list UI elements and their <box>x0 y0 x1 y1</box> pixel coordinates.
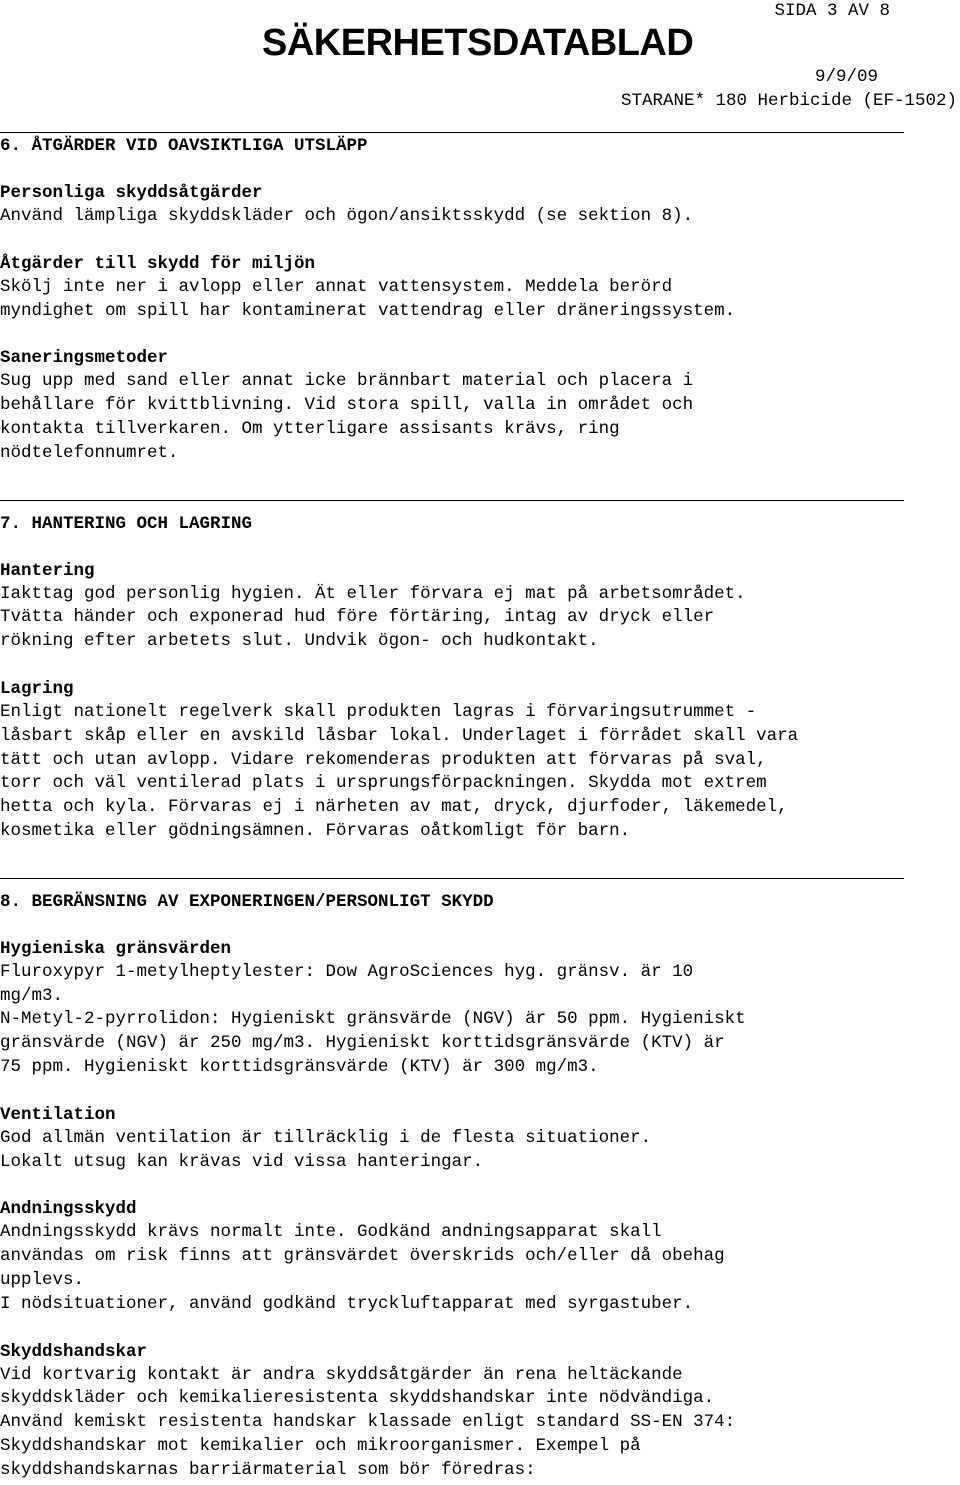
text-line: N-Metyl-2-pyrrolidon: Hygieniskt gränsvärde (NGV) är 50 ppm. Hygieniskt <box>0 1009 746 1030</box>
text-line: Använd lämpliga skyddskläder och ögon/ansiktsskydd (se sektion 8). <box>0 206 694 226</box>
text-line: mg/m3. <box>0 985 64 1006</box>
text-line: gränsvärde (NGV) är 250 mg/m3. Hygieniskt korttidsgränsvärde (KTV) är <box>0 1033 725 1054</box>
text-line: Lokalt utsug kan krävas vid vissa hanteringar. <box>0 1151 484 1172</box>
text-line: kontakta tillverkaren. Om ytterligare assisants krävs, ring <box>0 418 620 439</box>
text-line: upplevs. <box>0 1269 85 1290</box>
text-line: behållare för kvittblivning. Vid stora spill, valla in området och <box>0 395 694 416</box>
text-line: myndighet om spill har kontaminerat vattendrag eller dräneringssystem. <box>0 300 736 321</box>
section-8 <box>0 890 960 1483</box>
text-line: Tvätta händer och exponerad hud före förtäring, intag av dryck eller <box>0 607 715 628</box>
subsection-title: Hantering <box>0 560 95 581</box>
subsection-title: Åtgärder till skydd för miljön <box>0 253 316 274</box>
subsection-title: Personliga skyddsåtgärder <box>0 183 263 203</box>
text-line: Vid kortvarig kontakt är andra skyddsåtgärder än rena heltäckande <box>0 1364 683 1385</box>
section-divider <box>0 500 904 501</box>
product-name: STARANE* 180 Herbicide (EF-1502) <box>620 91 957 111</box>
text-line: torr och väl ventilerad plats i ursprungsförpackningen. Skydda mot extrem <box>0 773 767 794</box>
section-title: 8. BEGRÄNSNING AV EXPONERINGEN/PERSONLIGT SKYDD <box>0 891 494 912</box>
section-6 <box>0 134 960 466</box>
subsection-title: Saneringsmetoder <box>0 348 169 369</box>
text-line: God allmän ventilation är tillräcklig i de flesta situationer. <box>0 1127 652 1148</box>
text-line: 75 ppm. Hygieniskt korttidsgränsvärde (KTV) är 300 mg/m3. <box>0 1056 599 1077</box>
text-line: användas om risk finns att gränsvärdet överskrids och/eller då obehag <box>0 1246 725 1267</box>
document-title: SÄKERHETSDATABLAD <box>262 22 694 64</box>
section-divider <box>0 878 904 879</box>
subsection-title: Skyddshandskar <box>0 1341 148 1362</box>
text-line: Sug upp med sand eller annat icke brännbart material och placera i <box>0 371 694 392</box>
text-line: hetta och kyla. Förvaras ej i närheten av mat, dryck, djurfoder, läkemedel, <box>0 797 788 818</box>
document-body <box>0 134 960 1483</box>
text-line: skyddshandskarnas barriärmaterial som bör föredras: <box>0 1459 536 1480</box>
section-title: 6. ÅTGÄRDER VID OAVSIKTLIGA UTSLÄPP <box>0 136 368 156</box>
text-line: nödtelefonnumret. <box>0 442 179 463</box>
text-line: Andningsskydd krävs normalt inte. Godkänd andningsapparat skall <box>0 1222 662 1243</box>
text-line: I nödsituationer, använd godkänd tryckluftapparat med syrgastuber. <box>0 1293 694 1314</box>
section-title: 7. HANTERING OCH LAGRING <box>0 513 253 534</box>
section-7 <box>0 512 960 844</box>
subsection-title: Andningsskydd <box>0 1199 137 1220</box>
text-line: tätt och utan avlopp. Vidare rekomenderas produkten att förvaras på sval, <box>0 749 767 770</box>
header-divider <box>0 132 904 133</box>
text-line: skyddskläder och kemikalieresistenta skyddshandskar inte nödvändiga. <box>0 1388 715 1409</box>
text-line: Fluroxypyr 1-metylheptylester: Dow AgroSciences hyg. gränsv. är 10 <box>0 961 694 982</box>
subsection-title: Lagring <box>0 678 74 699</box>
text-line: rökning efter arbetets slut. Undvik ögon- och hudkontakt. <box>0 631 599 652</box>
text-line: Skyddshandskar mot kemikalier och mikroorganismer. Exempel på <box>0 1435 641 1456</box>
text-line: Enligt nationelt regelverk skall produkten lagras i förvaringsutrummet - <box>0 701 757 722</box>
subsection-title: Hygieniska gränsvärden <box>0 938 232 959</box>
page-number: SIDA 3 AV 8 <box>774 1 890 21</box>
text-line: Skölj inte ner i avlopp eller annat vattensystem. Meddela berörd <box>0 276 673 297</box>
text-line: låsbart skåp eller en avskild låsbar lokal. Underlaget i förrådet skall vara <box>0 725 799 746</box>
text-line: Iakttag god personlig hygien. Ät eller förvara ej mat på arbetsområdet. <box>0 583 746 604</box>
subsection-title: Ventilation <box>0 1104 116 1125</box>
document-date: 9/9/09 <box>814 67 878 87</box>
text-line: Använd kemiskt resistenta handskar klassade enligt standard SS-EN 374: <box>0 1412 736 1433</box>
text-line: kosmetika eller gödningsämnen. Förvaras oåtkomligt för barn. <box>0 820 631 841</box>
page-header <box>0 0 960 140</box>
